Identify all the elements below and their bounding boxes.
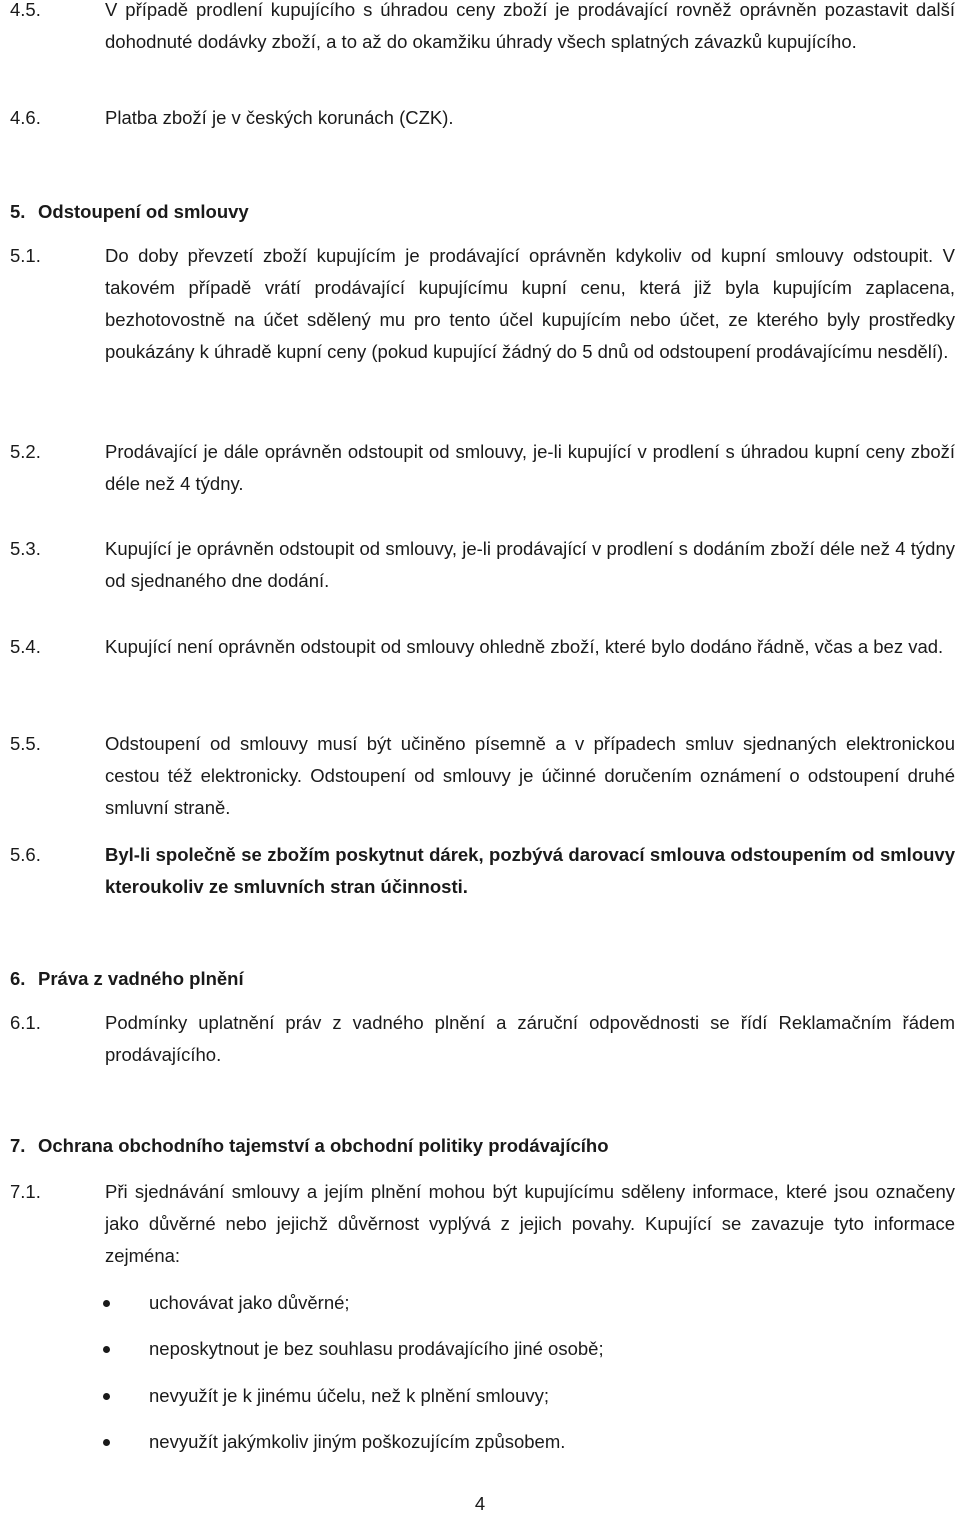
list-item-text: neposkytnout je bez souhlasu prodávajícího jiné osobě; bbox=[149, 1338, 604, 1359]
clause-number: 7.1. bbox=[10, 1181, 41, 1202]
clause-text: Do doby převzetí zboží kupujícím je prodávající oprávněn kdykoliv od kupní smlouvy odstoupit. V takovém případě vrátí prodávající kupujícímu kupní cenu, která již byla kupujícím zaplacena, bezhotovostně na účet sdělený mu pro tento účel kupujícím nebo účet, ze kterého byly prostředky poukázány k úhradě kupní ceny (pokud kupující žádný do 5 dnů od odstoupení prodávajícímu nesdělí). bbox=[105, 245, 955, 362]
section-number: 5. bbox=[10, 201, 26, 222]
bullet-icon bbox=[103, 1393, 110, 1400]
clause-number: 5.4. bbox=[10, 636, 41, 657]
clause-text: Odstoupení od smlouvy musí být učiněno písemně a v případech smluv sjednaných elektronickou cestou též elektronicky. Odstoupení od smlouvy je účinné doručením oznámení o odstoupení druhé smluvní straně. bbox=[105, 733, 955, 818]
clause-number: 5.3. bbox=[10, 538, 41, 559]
list-item-text: nevyužít je k jinému účelu, než k plnění smlouvy; bbox=[149, 1385, 549, 1406]
page-number: 4 bbox=[474, 1493, 486, 1514]
list-item-text: nevyužít jakýmkoliv jiným poškozujícím způsobem. bbox=[149, 1431, 566, 1452]
clause-text: Platba zboží je v českých korunách (CZK). bbox=[105, 107, 454, 128]
clause-text: Prodávající je dále oprávněn odstoupit od smlouvy, je-li kupující v prodlení s úhradou kupní ceny zboží déle než 4 týdny. bbox=[105, 441, 955, 494]
section-title: Práva z vadného plnění bbox=[38, 968, 244, 989]
section-title: Odstoupení od smlouvy bbox=[38, 201, 249, 222]
clause-number: 5.1. bbox=[10, 245, 41, 266]
section-heading-5 bbox=[10, 196, 249, 228]
clause-text: Kupující je oprávněn odstoupit od smlouvy, je-li prodávající v prodlení s dodáním zboží déle než 4 týdny od sjednaného dne dodání. bbox=[105, 538, 955, 591]
clause-number: 4.6. bbox=[10, 107, 41, 128]
clause-text: Při sjednávání smlouvy a jejím plnění mohou být kupujícímu sděleny informace, které jsou označeny jako důvěrné nebo jejichž důvěrnost vyplývá z jejich povahy. Kupující se zavazuje tyto informace zejména: bbox=[105, 1181, 955, 1266]
clause-number: 5.2. bbox=[10, 441, 41, 462]
section-number: 7. bbox=[10, 1135, 26, 1156]
clause-number: 4.5. bbox=[10, 0, 41, 20]
clause-text: Podmínky uplatnění práv z vadného plnění a záruční odpovědnosti se řídí Reklamačním řádem prodávajícího. bbox=[105, 1012, 955, 1065]
bullet-icon bbox=[103, 1300, 110, 1307]
clause-number: 5.6. bbox=[10, 844, 41, 865]
section-number: 6. bbox=[10, 968, 26, 989]
clause-text: V případě prodlení kupujícího s úhradou ceny zboží je prodávající rovněž oprávněn pozastavit další dohodnuté dodávky zboží, a to až do okamžiku úhrady všech splatných závazků kupujícího. bbox=[105, 0, 955, 52]
list-item-text: uchovávat jako důvěrné; bbox=[149, 1292, 350, 1313]
section-title: Ochrana obchodního tajemství a obchodní politiky prodávajícího bbox=[38, 1135, 609, 1156]
bullet-icon bbox=[103, 1439, 110, 1446]
section-heading-6 bbox=[10, 963, 244, 995]
section-heading-7 bbox=[10, 1130, 609, 1162]
clause-number: 6.1. bbox=[10, 1012, 41, 1033]
clause-number: 5.5. bbox=[10, 733, 41, 754]
clause-text: Kupující není oprávněn odstoupit od smlouvy ohledně zboží, které bylo dodáno řádně, včas a bez vad. bbox=[105, 636, 944, 657]
bullet-icon bbox=[103, 1346, 110, 1353]
clause-text: Byl-li společně se zbožím poskytnut dárek, pozbývá darovací smlouva odstoupením od smlouvy kteroukoliv ze smluvních stran účinnosti. bbox=[105, 844, 955, 897]
